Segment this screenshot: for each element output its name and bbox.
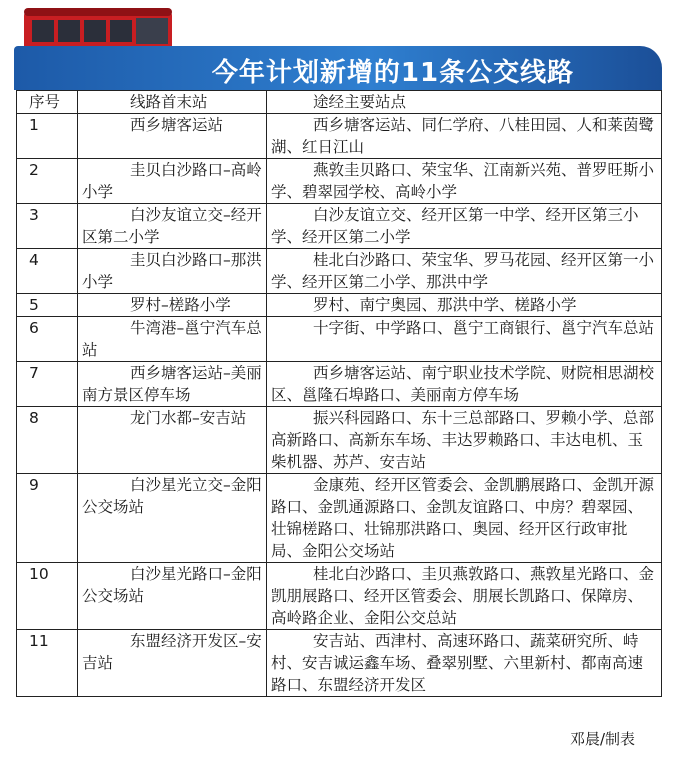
row-number: 5 xyxy=(17,294,78,317)
row-number: 4 xyxy=(17,249,78,294)
header-stops: 途经主要站点 xyxy=(267,91,662,114)
row-route: 罗村–槎路小学 xyxy=(78,294,267,317)
table-row xyxy=(17,474,662,563)
row-number: 6 xyxy=(17,317,78,362)
row-route: 白沙星光立交–金阳公交场站 xyxy=(78,474,267,563)
row-stops: 十字街、中学路口、邕宁工商银行、邕宁汽车总站 xyxy=(267,317,662,362)
row-stops: 振兴科园路口、东十三总部路口、罗赖小学、总部高新路口、高新东车场、丰达罗赖路口、丰达电机、玉柴机器、苏芦、安吉站 xyxy=(267,407,662,474)
row-stops: 金康苑、经开区管委会、金凯鹏展路口、金凯开源路口、金凯通源路口、金凯友谊路口、中房？碧翠园、壮锦槎路口、壮锦那洪路口、奥园、经开区行政审批局、金阳公交场站 xyxy=(267,474,662,563)
row-route: 白沙友谊立交–经开区第二小学 xyxy=(78,204,267,249)
title-banner xyxy=(14,46,662,90)
row-number: 9 xyxy=(17,474,78,563)
row-number: 3 xyxy=(17,204,78,249)
table-row xyxy=(17,317,662,362)
row-number: 8 xyxy=(17,407,78,474)
row-route: 西乡塘客运站–美丽南方景区停车场 xyxy=(78,362,267,407)
table-row xyxy=(17,294,662,317)
row-stops: 西乡塘客运站、南宁职业技术学院、财院相思湖校区、邕隆石埠路口、美丽南方停车场 xyxy=(267,362,662,407)
row-stops: 桂北白沙路口、荣宝华、罗马花园、经开区第一小学、经开区第二小学、那洪中学 xyxy=(267,249,662,294)
row-number: 10 xyxy=(17,563,78,630)
row-stops: 安吉站、西津村、高速环路口、蔬菜研究所、峙村、安吉诚运鑫车场、叠翠别墅、六里新村、都南高速路口、东盟经济开发区 xyxy=(267,630,662,697)
row-number: 1 xyxy=(17,114,78,159)
row-route: 西乡塘客运站 xyxy=(78,114,267,159)
table-row xyxy=(17,114,662,159)
table-row xyxy=(17,630,662,697)
row-route: 东盟经济开发区–安吉站 xyxy=(78,630,267,697)
table-row xyxy=(17,159,662,204)
page-title: 今年计划新增的11条公交线路 xyxy=(211,58,575,88)
row-stops: 桂北白沙路口、圭贝燕敦路口、燕敦星光路口、金凯朋展路口、经开区管委会、朋展长凯路口、保障房、高岭路企业、金阳公交总站 xyxy=(267,563,662,630)
row-stops: 罗村、南宁奥园、那洪中学、槎路小学 xyxy=(267,294,662,317)
routes-table xyxy=(16,90,662,697)
row-number: 7 xyxy=(17,362,78,407)
row-route: 龙门水都–安吉站 xyxy=(78,407,267,474)
table-row xyxy=(17,407,662,474)
row-number: 11 xyxy=(17,630,78,697)
row-number: 2 xyxy=(17,159,78,204)
table-row xyxy=(17,204,662,249)
row-route: 圭贝白沙路口–高岭小学 xyxy=(78,159,267,204)
header-number: 序号 xyxy=(17,91,78,114)
row-route: 牛湾港–邕宁汽车总站 xyxy=(78,317,267,362)
table-row xyxy=(17,563,662,630)
row-stops: 燕敦圭贝路口、荣宝华、江南新兴苑、普罗旺斯小学、碧翠园学校、高岭小学 xyxy=(267,159,662,204)
header-route: 线路首末站 xyxy=(78,91,267,114)
row-stops: 白沙友谊立交、经开区第一中学、经开区第三小学、经开区第二小学 xyxy=(267,204,662,249)
table-header-row xyxy=(17,91,662,114)
row-route: 圭贝白沙路口–那洪小学 xyxy=(78,249,267,294)
credit-text: 邓晨/制表 xyxy=(569,730,635,748)
row-route: 白沙星光路口–金阳公交场站 xyxy=(78,563,267,630)
table-row xyxy=(17,362,662,407)
table-row xyxy=(17,249,662,294)
row-stops: 西乡塘客运站、同仁学府、八桂田园、人和莱茵鹭湖、红日江山 xyxy=(267,114,662,159)
